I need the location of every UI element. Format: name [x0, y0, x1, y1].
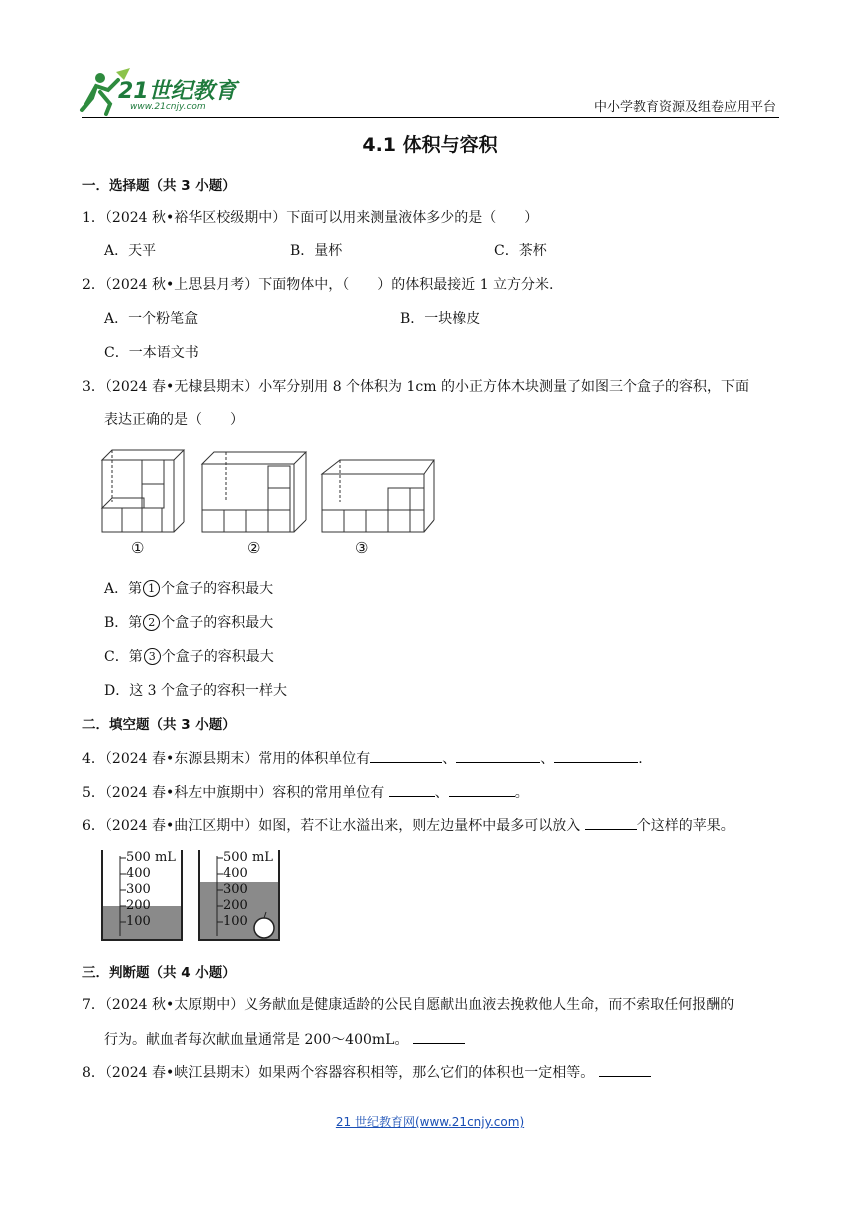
left-cup-scale: 500 mL 400 300 200 100 — [126, 850, 176, 929]
question-1: 1．（2024 秋•裕华区校级期中）下面可以用来测量液体多少的是（ ） — [82, 210, 539, 226]
q2-option-b: B．一块橡皮 — [400, 311, 481, 327]
figure-label-1: ① — [131, 539, 145, 557]
q4-blank-1[interactable] — [370, 748, 442, 763]
question-8: 8．（2024 春•峡江县期末）如果两个容器容积相等，那么它们的体积也一定相等。 — [82, 1062, 651, 1082]
q2-option-a: A．一个粉笔盒 — [104, 311, 199, 327]
boxes-figure — [100, 440, 440, 560]
q1-option-a: A．天平 — [104, 243, 157, 259]
question-5: 5．（2024 春•科左中旗期中）容积的常用单位有 、 。 — [82, 782, 529, 802]
q5-blank-1[interactable] — [389, 782, 435, 797]
section-heading-judge: 三．判断题（共 4 小题） — [82, 965, 236, 981]
q3-option-d: D．这 3 个盒子的容积一样大 — [104, 683, 288, 699]
q3-option-a: A．第 1 个盒子的容积最大 — [104, 581, 274, 597]
q1-option-b: B．量杯 — [290, 243, 343, 259]
question-2: 2．（2024 秋•上思县月考）下面物体中，（ ）的体积最接近 1 立方分米. — [82, 277, 554, 293]
logo-text: 21世纪教育 — [118, 79, 237, 104]
section-heading-fill: 二．填空题（共 3 小题） — [82, 717, 236, 733]
question-3-line2: 表达正确的是（ ） — [104, 412, 244, 428]
question-6: 6．（2024 春•曲江区期中）如图，若不让水溢出来，则左边量杯中最多可以放入 个这样的苹果。 — [82, 815, 735, 835]
footer-link[interactable]: 21 世纪教育网(www.21cnjy.com) — [335, 1115, 525, 1129]
platform-name: 中小学教育资源及组卷应用平台 — [593, 100, 776, 115]
figure-label-3: ③ — [355, 539, 369, 557]
page-title: 4.1 体积与容积 — [362, 134, 498, 156]
figure-label-2: ② — [247, 539, 261, 557]
section-heading-choice: 一．选择题（共 3 小题） — [82, 178, 236, 194]
q8-blank[interactable] — [599, 1062, 651, 1077]
question-7-line2: 行为。献血者每次献血量通常是 200～400mL。 — [104, 1029, 465, 1049]
header-divider — [82, 117, 779, 118]
q1-option-c: C．茶杯 — [494, 243, 547, 259]
logo-url: www.21cnjy.com — [130, 102, 206, 112]
q3-option-b: B．第 2 个盒子的容积最大 — [104, 615, 274, 631]
q4-blank-3[interactable] — [554, 748, 638, 763]
question-4: 4．（2024 春•东源县期末）常用的体积单位有 、 、 . — [82, 748, 643, 768]
question-3-line1: 3．（2024 春•无棣县期末）小军分别用 8 个体积为 1cm 的小正方体木块测量了如图三个盒子的容积，下面 — [82, 379, 749, 395]
q6-blank[interactable] — [585, 815, 637, 830]
q2-option-c: C．一本语文书 — [104, 345, 199, 361]
question-7-line1: 7．（2024 秋•太原期中）义务献血是健康适龄的公民自愿献出血液去挽救他人生命，而不索取任何报酬的 — [82, 997, 735, 1013]
q3-option-c: C．第 3 个盒子的容积最大 — [104, 649, 274, 665]
q4-blank-2[interactable] — [456, 748, 540, 763]
q7-blank[interactable] — [413, 1029, 465, 1044]
q5-blank-2[interactable] — [449, 782, 515, 797]
right-cup-scale: 500 mL 400 300 200 100 — [223, 850, 273, 929]
